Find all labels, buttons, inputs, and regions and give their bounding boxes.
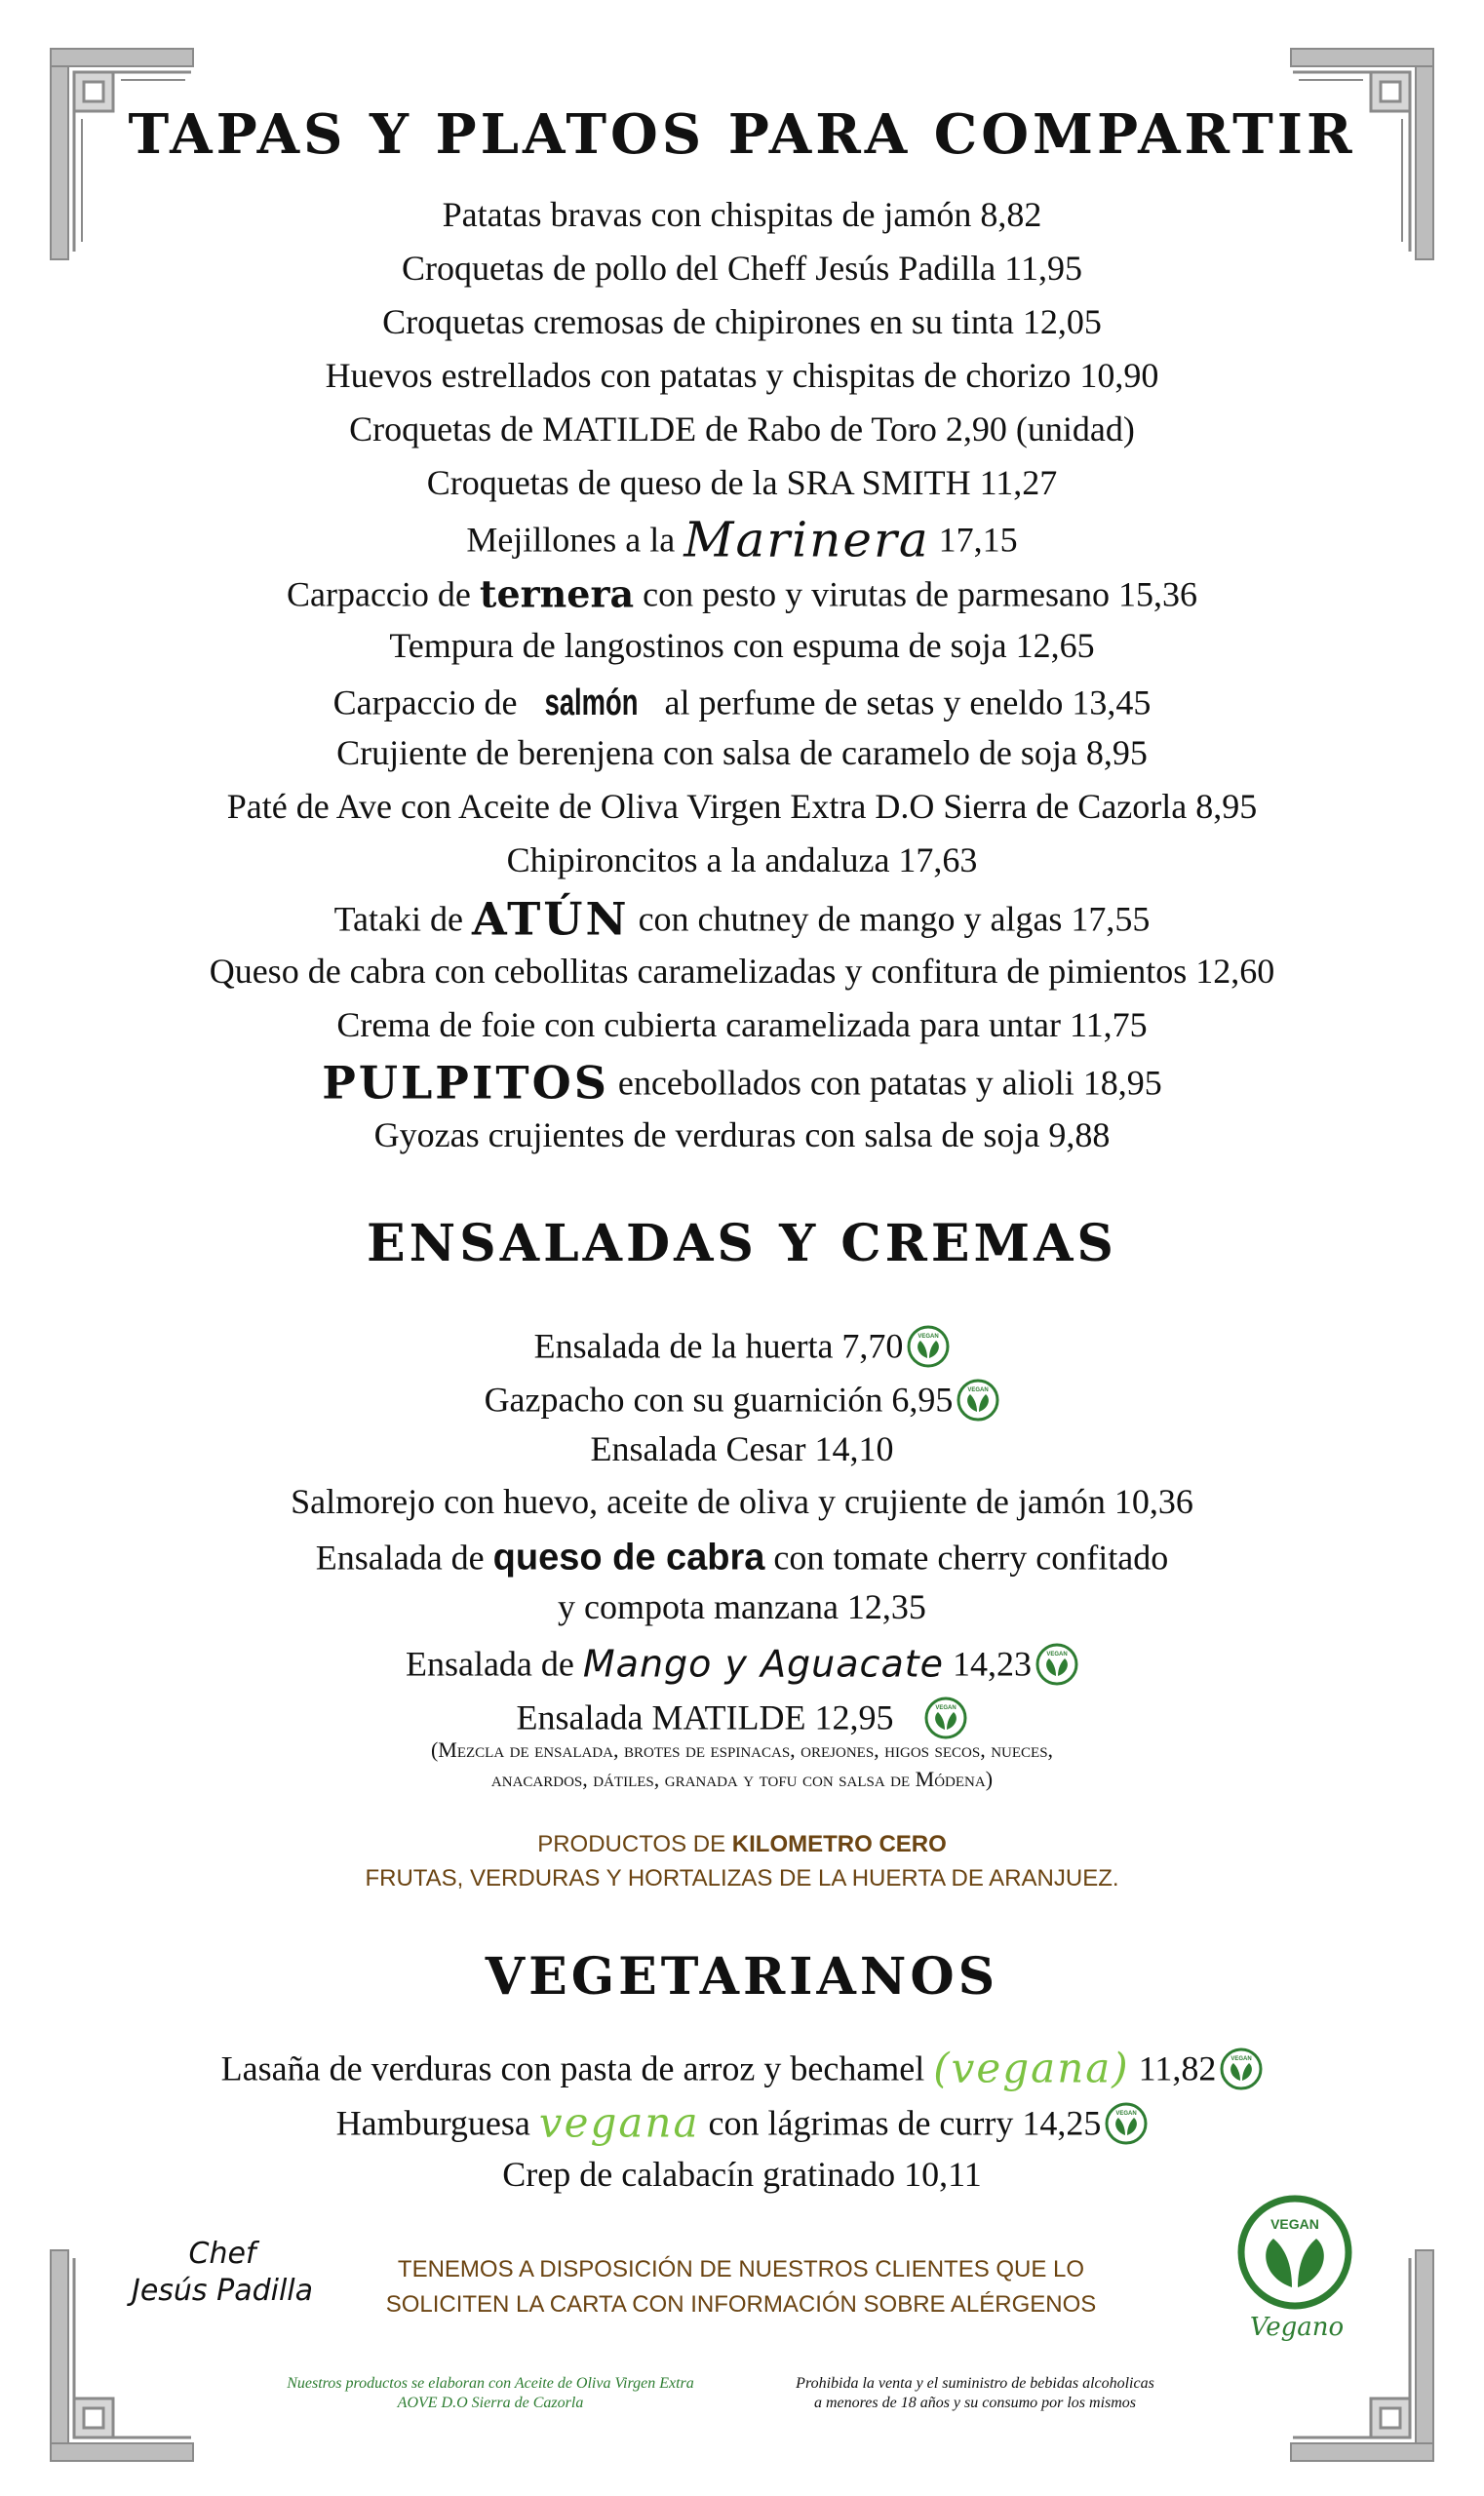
menu-item: Patatas bravas con chispitas de jamón 8,82 [442,195,1042,234]
menu-item: Croquetas de pollo del Cheff Jesús Padilla 11,95 [402,249,1082,288]
highlight-word: Marinera [683,511,930,568]
item-price: al perfume de setas y eneldo 13,45 [655,682,1152,722]
badge-text: VEGAN [967,1386,990,1393]
menu-item: Crujiente de berenjena con salsa de caramelo de soja 8,95 [336,733,1148,772]
menu-item: Crema de foie con cubierta caramelizada para untar 11,75 [336,1005,1148,1044]
menu-item [0,676,1484,722]
item-price: 17,15 [929,520,1018,560]
alcohol-note-line: a menores de 18 años y su consumo por los mismos [813,2395,1137,2411]
menu-item: Tempura de langostinos con espuma de soja 12,65 [389,626,1095,665]
item-price: con chutney de mango y algas 17,55 [629,899,1151,939]
vegan-badge-icon [1035,1643,1078,1686]
menu-item [0,1531,1484,1578]
item-text: Carpaccio de [287,574,480,614]
kilometro-bold: KILOMETRO CERO [731,1831,947,1857]
highlight-word: Mango y Aguacate [582,1642,945,1686]
badge-text: VEGAN [1046,1651,1068,1658]
item-text: Hamburguesa [335,2103,539,2143]
item-text: Mejillones a la [466,520,684,560]
highlight-word: ternera [479,571,635,616]
menu-item [0,567,1484,614]
menu-item [0,511,1484,568]
item-text: encebollados con patatas y alioli 18,95 [608,1063,1162,1103]
huerta-line: FRUTAS, VERDURAS Y HORTALIZAS DE LA HUERTA DE ARANJUEZ. [365,1865,1119,1892]
oil-note-line: AOVE D.O Sierra de Cazorla [397,2395,584,2411]
menu-item: Croquetas de queso de la SRA SMITH 11,27 [426,463,1058,502]
allergen-line: SOLICITEN LA CARTA CON INFORMACIÓN SOBRE ALÉRGENOS [385,2291,1097,2318]
vegan-badge-icon [957,1379,999,1422]
menu-item: Crep de calabacín gratinado 10,11 [502,2155,982,2194]
badge-text: VEGAN [918,1333,940,1340]
item-text: Lasaña de verduras con pasta de arroz y bechamel [220,2048,934,2088]
highlight-word: ATÚN [471,892,630,946]
menu-item: Huevos estrellados con patatas y chispitas de chorizo 10,90 [325,356,1159,395]
vegan-badge-icon [1220,2048,1263,2090]
allergen-notice [351,2252,1131,2322]
chef-name: Jesús Padilla [131,2274,314,2308]
menu-item [0,892,1484,946]
item-text: Tataki de [333,899,472,939]
vegetarianos-section-title: VEGETARIANOS [485,1947,999,2007]
matilde-note-line: anacardos, dátiles, granada y tofu con salsa de Módena) [490,1767,994,1791]
chef-title: Chef [188,2237,256,2271]
menu-item [0,2042,1484,2092]
item-text: con tomate cherry confitado [764,1538,1169,1578]
item-price: con lágrimas de curry 14,25 [699,2103,1102,2143]
menu-item: Queso de cabra con cebollitas caramelizadas y confitura de pimientos 12,60 [209,952,1275,991]
tapas-section-title: TAPAS Y PLATOS PARA COMPARTIR [128,102,1356,167]
item-text: Ensalada de la huerta 7,70 [533,1326,904,1366]
alcohol-note [770,2374,1180,2413]
menu-item: Chipironcitos a la andaluza 17,63 [506,840,978,879]
ensaladas-section-title: ENSALADAS Y CREMAS [367,1214,1117,1273]
item-text: Gazpacho con su guarnición 6,95 [484,1380,954,1420]
badge-text: VEGAN [1115,2110,1138,2117]
highlight-word: salmón [544,682,638,723]
vegano-label: Vegano [1249,2313,1345,2342]
chef-signature [115,2236,330,2310]
oil-note [261,2374,720,2413]
menu-item: Croquetas cremosas de chipirones en su tinta 12,05 [382,302,1102,341]
vegana-word: (vegana) [933,2044,1130,2092]
menu-item: Croquetas de MATILDE de Rabo de Toro 2,90 (unidad) [349,410,1135,448]
item-price: 14,23 [944,1644,1033,1684]
menu-item [0,1319,1484,1366]
menu-item [0,1691,1484,1737]
badge-text: VEGAN [935,1704,957,1711]
item-text: Ensalada de [405,1644,583,1684]
kilometro-cero-line [0,1828,1484,1861]
vegan-logo-icon [1236,2194,1353,2311]
vegan-badge-icon [924,1696,967,1739]
menu-item [0,1373,1484,1420]
item-price: 11,82 [1129,2048,1217,2088]
menu-item: Salmorejo con huevo, aceite de oliva y crujiente de jamón 10,36 [291,1482,1193,1521]
menu-item [0,1056,1484,1110]
menu-item: y compota manzana 12,35 [558,1587,926,1626]
allergen-line: TENEMOS A DISPOSICIÓN DE NUESTROS CLIENTES QUE LO [397,2256,1085,2282]
menu-item: Paté de Ave con Aceite de Oliva Virgen Extra D.O Sierra de Cazorla 8,95 [226,787,1258,826]
badge-text: VEGAN [1230,2055,1253,2062]
vegan-logo-text: VEGAN [1270,2216,1319,2232]
vegan-badge-icon [907,1325,950,1368]
item-text: Carpaccio de [332,682,527,722]
item-text: Ensalada MATILDE 12,95 [516,1697,894,1737]
kilometro-prefix: PRODUCTOS DE [537,1831,732,1857]
vegana-word: vegana [538,2098,700,2147]
menu-item [0,1637,1484,1684]
menu-item: Gyozas crujientes de verduras con salsa de soja 9,88 [373,1115,1111,1154]
matilde-note-line: (Mezcla de ensalada, brotes de espinacas, orejones, higos secos, nueces, [430,1737,1054,1762]
item-price: con pesto y virutas de parmesano 15,36 [634,574,1197,614]
alcohol-note-line: Prohibida la venta y el suministro de bebidas alcoholicas [796,2375,1154,2392]
vegan-badge-icon [1105,2102,1148,2145]
menu-item [0,2096,1484,2147]
item-text: Ensalada de [315,1538,493,1578]
menu-item: Ensalada Cesar 14,10 [590,1429,894,1468]
highlight-word: PULPITOS [322,1056,609,1110]
highlight-word: queso de cabra [492,1537,765,1579]
oil-note-line: Nuestros productos se elaboran con Aceite de Oliva Virgen Extra [287,2375,694,2392]
